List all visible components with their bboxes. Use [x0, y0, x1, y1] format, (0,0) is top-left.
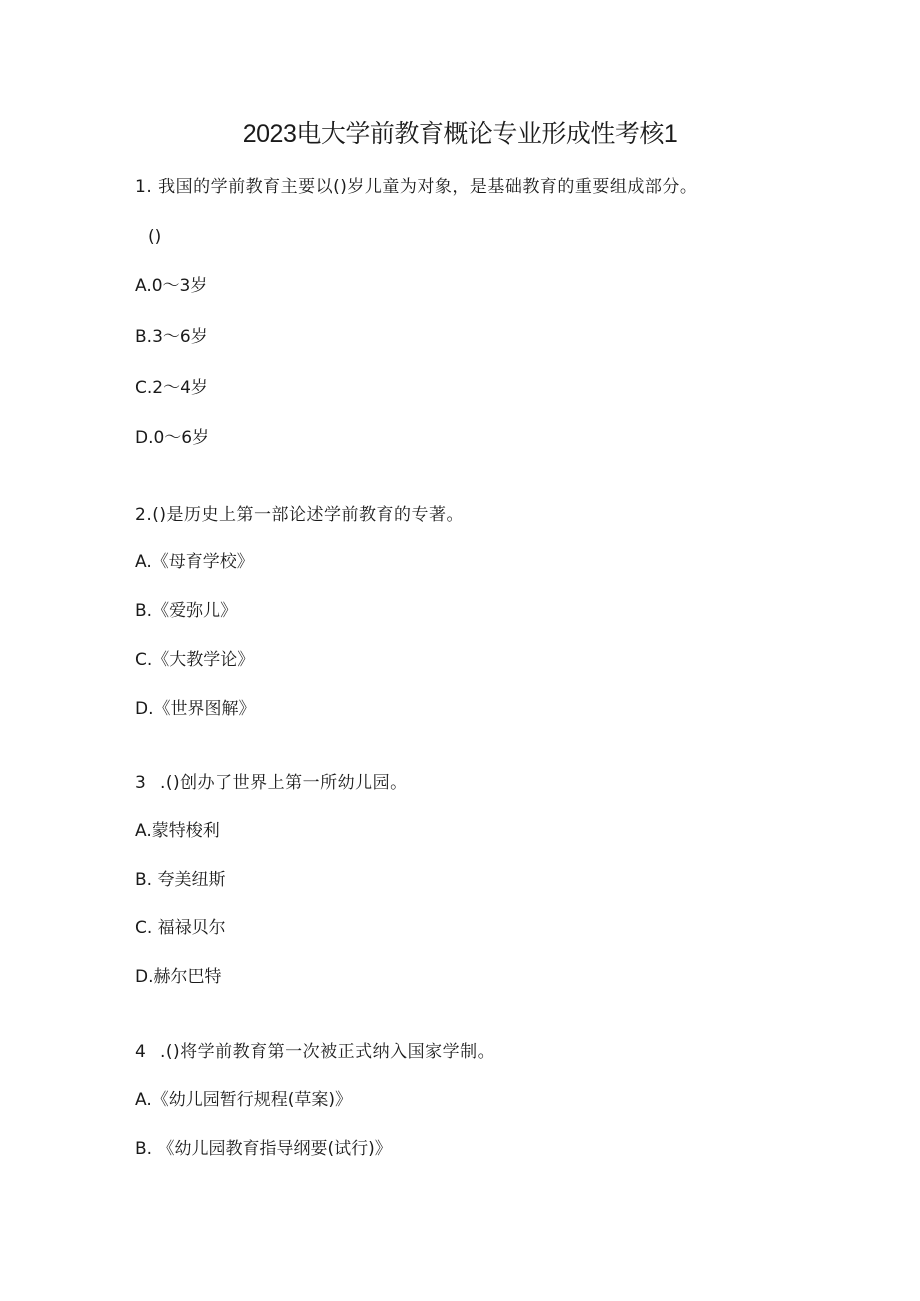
question-3-option-a: A.蒙特梭利 [135, 821, 220, 841]
question-2-option-a: A.《母育学校》 [135, 552, 254, 572]
question-3-text: .()创办了世界上第一所幼儿园。 [160, 773, 408, 793]
document-title: 2023电大学前教育概论专业形成性考核1 [242, 120, 678, 148]
question-3-option-d: D.赫尔巴特 [135, 967, 222, 987]
question-1-option-a: A.0～3岁 [135, 276, 208, 296]
question-1-option-b: B.3～6岁 [135, 327, 208, 347]
question-4-option-a: A.《幼儿园暂行规程(草案)》 [135, 1090, 352, 1110]
question-1-text: 1. 我国的学前教育主要以()岁儿童为对象，是基础教育的重要组成部分。 [135, 177, 698, 197]
question-4-option-b: B. 《幼儿园教育指导纲要(试行)》 [135, 1139, 392, 1159]
question-3-number: 3 [135, 773, 147, 793]
question-3-option-c: C. 福禄贝尔 [135, 918, 226, 938]
question-4-text: .()将学前教育第一次被正式纳入国家学制。 [160, 1042, 496, 1062]
question-2-option-c: C.《大教学论》 [135, 650, 255, 670]
question-1-option-d: D.0～6岁 [135, 428, 210, 448]
question-4 [135, 1039, 495, 1065]
question-2-text: 2.()是历史上第一部论述学前教育的专著。 [135, 505, 464, 525]
question-3-option-b: B. 夸美纽斯 [135, 870, 226, 890]
question-2-option-b: B.《爱弥儿》 [135, 601, 238, 621]
question-3 [135, 770, 408, 796]
question-4-number: 4 [135, 1042, 147, 1062]
question-1-option-c: C.2～4岁 [135, 378, 208, 398]
question-1-blank: () [148, 227, 162, 247]
question-2-option-d: D.《世界图解》 [135, 699, 256, 719]
